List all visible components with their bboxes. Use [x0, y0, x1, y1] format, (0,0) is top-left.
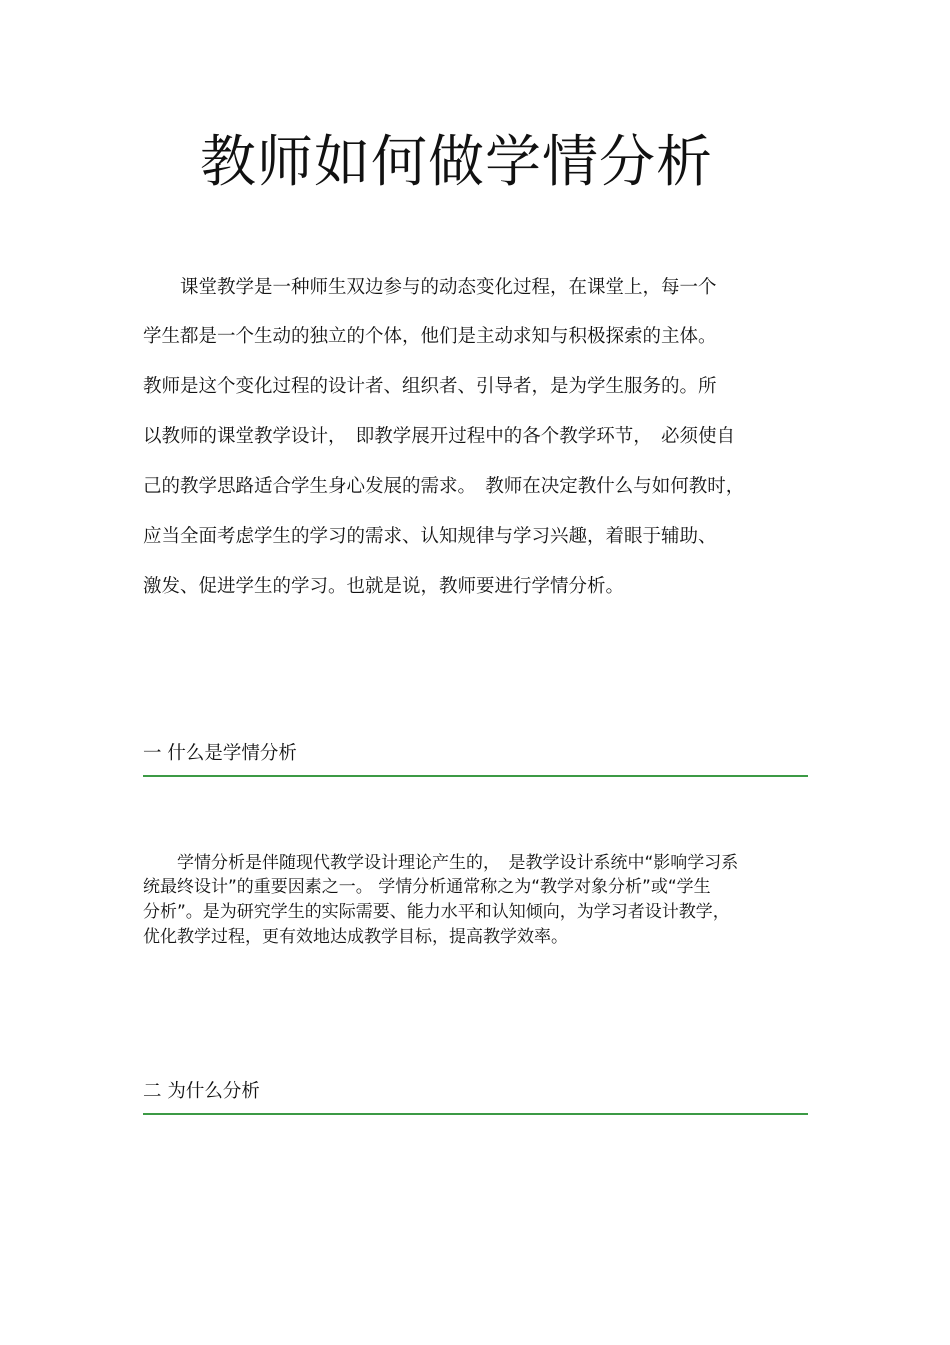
intro-line: 教师是这个变化过程的设计者、组织者、引导者，是为学生服务的。所: [143, 376, 717, 397]
intro-line: 课堂教学是一种师生双边参与的动态变化过程，在课堂上，每一个: [143, 277, 717, 298]
intro-line: 以教师的课堂教学设计， 即教学展开过程中的各个教学环节， 必须使自: [143, 426, 736, 447]
intro-line: 学生都是一个生动的独立的个体，他们是主动求知与积极探索的主体。: [143, 326, 717, 347]
intro-line: 己的教学思路适合学生身心发展的需求。 教师在决定教什么与如何教时，: [143, 476, 745, 497]
intro-line: 激发、促进学生的学习。也就是说，教师要进行学情分析。: [143, 576, 625, 597]
section-heading: 二 为什么分析: [143, 1081, 260, 1102]
section-heading: 一 什么是学情分析: [143, 743, 297, 764]
section-divider: [143, 1113, 808, 1115]
page-title: 教师如何做学情分析: [200, 130, 713, 195]
body-line: 分析”。是为研究学生的实际需要、能力水平和认知倾向，为学习者设计教学，: [143, 902, 730, 922]
intro-line: 应当全面考虑学生的学习的需求、认知规律与学习兴趣，着眼于辅助、: [143, 526, 717, 547]
body-line: 优化教学过程，更有效地达成教学目标，提高教学效率。: [143, 927, 568, 947]
body-line: 学情分析是伴随现代教学设计理论产生的， 是教学设计系统中“影响学习系: [143, 853, 739, 873]
body-line: 统最终设计”的重要因素之一。 学情分析通常称之为“教学对象分析”或“学生: [143, 877, 711, 897]
section-divider: [143, 775, 808, 777]
